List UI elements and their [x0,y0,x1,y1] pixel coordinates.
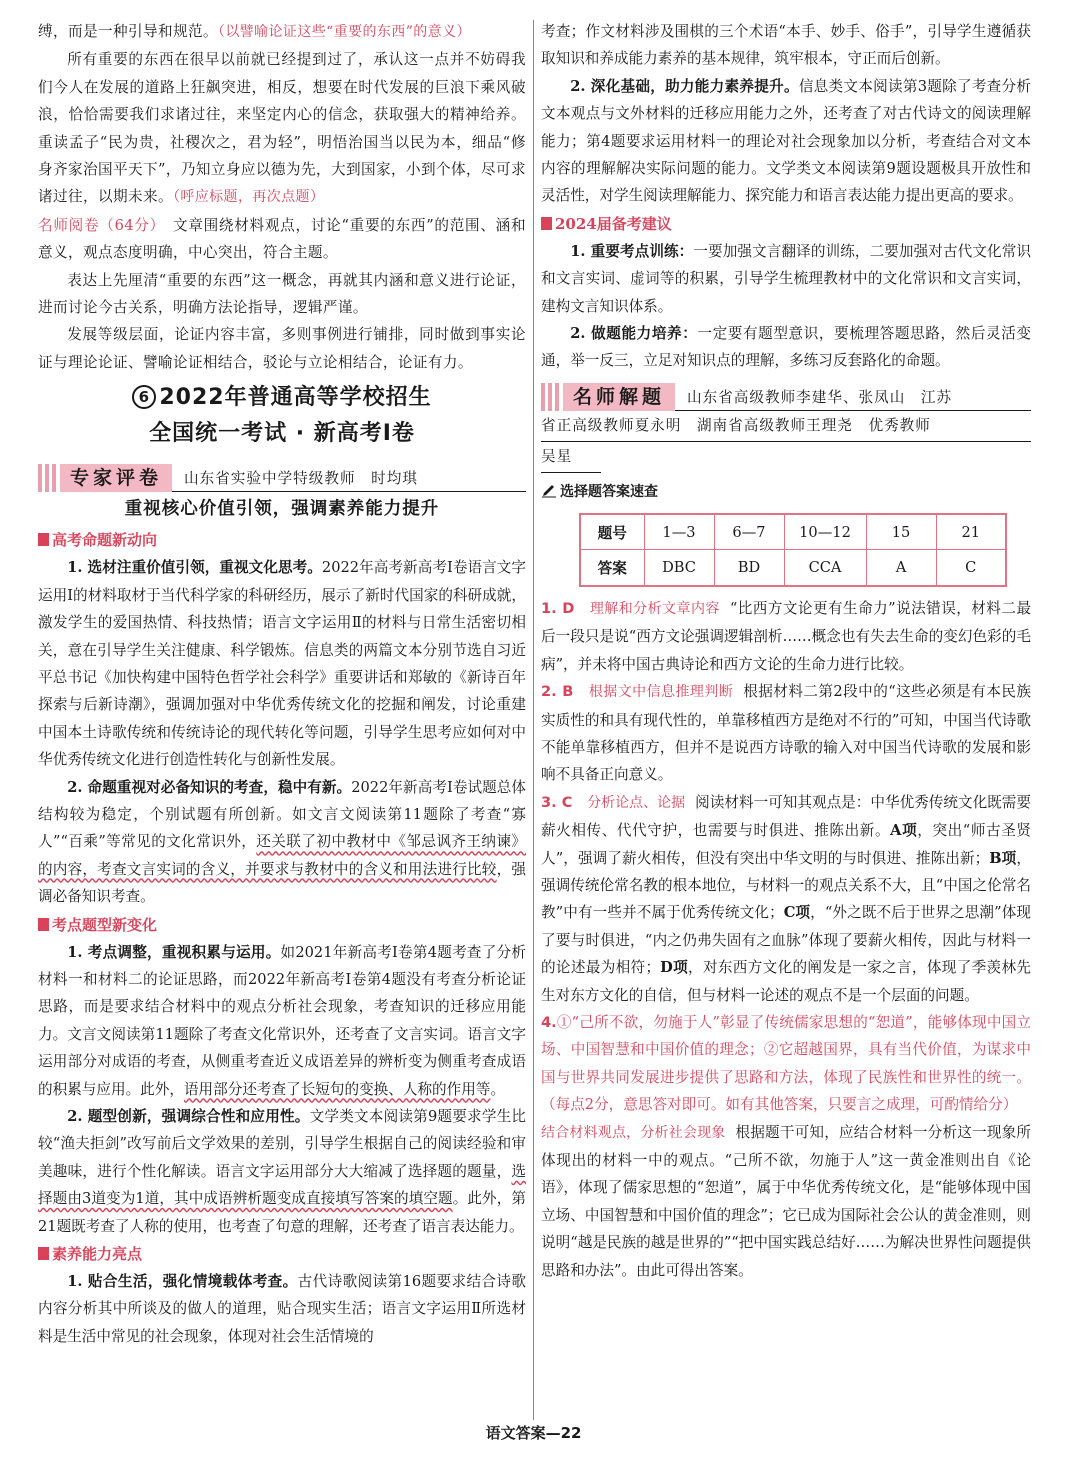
answer-table [579,513,1007,587]
analysis-paragraph: 1. 贴合生活，强化情境载体考查。古代诗歌阅读第16题要求结合诗歌内容分析其中所谈及的做人的道理，贴合现实生活；语言文字运用Ⅱ所选材料是生活中常见的社会现象，体现对社会生活情境的 [38,1273,526,1345]
table-cell: A [866,550,936,586]
exam-title: 6 2022年普通高等学校招生 [38,380,526,416]
table-cell: CCA [784,550,866,586]
review-paragraph: 表达上先厘清“重要的东西”这一概念，再就其内涵和意义进行论证，进而讨论今古关系，明确方法论指导，逻辑严谨。 [38,271,526,317]
table-cell: 6—7 [714,514,784,550]
exam-number-badge: 6 [132,385,156,409]
table-cell: C [936,550,1006,586]
analysis-paragraph: 1. 考点调整，重视积累与运用。如2021年新高考Ⅰ卷第4题考查了分析材料一和材料二的论证思路，而2022年新高考Ⅰ卷第4题没有考查分析论证思路，而是要求结合材料中的观点分析社会现象，考查知识的迁移应用能力。文言文阅读第11题除了考查文化常识外，还考查了文言实词。语言文字运用部分对成语的考查，从侧重考查近义成语差异的辨析变为侧重考查成语的积累与应用。此外，语用部分还考查了长短句的变换、人称的作用等。 [38,943,526,1098]
table-header: 答案 [580,550,644,586]
review-label: 名师阅卷（64分） [38,216,158,234]
table-cell: BD [714,550,784,586]
section-heading: 2024届备考建议 [541,211,1031,238]
analysis-paragraph: 2. 题型创新，强调综合性和应用性。文学类文本阅读第9题要求学生比较“渔夫拒剑”改写前后文学效果的差别，引导学生根据自己的阅读经验和审美趣味，进行个性化解读。语言文字运用部分大大缩减了选择题的题量，选择题由3道变为1道，其中成语辨析题变成直接填写答案的填空题。此外，第21题既考查了人称的使用，也考查了句意的理解，还考查了语言表达能力。 [38,1108,526,1235]
quick-check-heading: 选择题答案速查 [541,477,1031,507]
table-header: 题号 [580,514,644,550]
expert-banner [38,458,526,492]
expert-tag: 专家评卷 [60,464,172,492]
banner-stripes [541,383,559,411]
essay-paragraph: 缚，而是一种引导和规范。（以譬喻论证这些“重要的东西”的意义） [38,23,471,40]
analysis-paragraph: 1. 选材注重价值引领，重视文化思考。2022年高考新高考Ⅰ卷语言文字运用Ⅰ的材料取材于当代科学家的科研经历，展示了新时代国家的科研成就，激发学生的爱国热情、科技热情；语言文字运用Ⅱ的材料与日常生活密切相关，意在引导学生关注健康、科学锻炼。信息类的两篇文本分别节选自习近平总书记《加快构建中国特色哲学社会科学》重要讲话和郑敏的《新诗百年探索与后新诗潮》，强调加强对中华优秀传统文化的挖掘和阐发，讨论重建中国本土诗歌传统和传统诗论的现代转化等问题，引导学生思考应如何对中华优秀传统文化进行创造性转化与创新性发展。 [38,559,526,769]
table-cell: 21 [936,514,1006,550]
page-footer: 语文答案—22 [485,1424,582,1442]
section-heading: 素养能力亮点 [38,1241,526,1268]
advice-paragraph: 1. 重要考点训练：一要加强文言翻译的训练，二要加强对古代文化常识和文言实词、虚词等的积累，引导学生梳理教材中的文化常识和文言实词，建构文言知识体系。 [541,242,1031,315]
table-cell: 1—3 [644,514,714,550]
analysis-paragraph: 2. 深化基础，助力能力素养提升。信息类文本阅读第3题除了考查分析文本观点与文外材料的迁移应用能力之外，还考查了对古代诗文的阅读理解能力；第4题要求运用材料一的理论对社会现象加以分析，考查结合对文本内容的理解解决实际问题的能力。文学类文本阅读第9题设题极具开放性和灵活性，对学生阅读理解能力、探究能力和语言表达能力提出更高的要求。 [541,77,1031,205]
right-column [541,18,1031,1284]
section-heading: 高考命题新动向 [38,527,526,554]
table-row [580,514,1006,550]
table-row [580,550,1006,586]
review-paragraph: 名师阅卷（64分） 文章围绕材料观点，讨论“重要的东西”的范围、涵和意义，观点态度明确，中心突出，符合主题。 [38,216,526,262]
advice-paragraph: 2. 做题能力培养：一定要有题型意识，要梳理答题思路，然后灵活变通，举一反三，立足对知识点的理解，多练习反套路化的命题。 [541,325,1031,370]
solve-banner [541,379,1031,411]
analysis-paragraph: 2. 命题重视对必备知识的考查，稳中有新。2022年新高考Ⅰ卷试题总体结构较为稳定，个别试题有所创新。如文言文阅读第11题除了考查“寡人”“百乘”等常见的文化常识外，还关联了初中教材中《邹忌讽齐王纳谏》的内容，考查文言实词的含义，并要求与教材中的含义和用法进行比较，强调必备知识考查。 [38,778,527,906]
solve-banner-tag [541,377,675,411]
section-heading: 考点题型新变化 [38,912,526,939]
table-cell: 15 [866,514,936,550]
answer-explanation: 2. B 根据文中信息推理判断 根据材料二第2段中的“这些必须是有本民族实质性的和具有现代性的，单靠移植西方是绝对不行的”可知，中国当代诗歌不能单靠移植西方，但并不是说西方诗歌的输入对中国当代诗歌的发展和影响不具备正向意义。 [541,683,1031,784]
table-cell: DBC [644,550,714,586]
answer-explanation: 结合材料观点，分析社会现象 根据题干可知，应结合材料一分析这一现象所体现出的材料一中的观点。“己所不欲，勿施于人”这一黄金准则出自《论语》，体现了儒家思想的“恕道”，属于中华优秀传统文化，是“能够体现中国立场、中国智慧和中国价值的理念”；它已成为国际社会公认的黄金准则，则说明“越是民族的越是世界的”“把中国实践总结好……为解决世界性问题提供思路和办法”。由此可得出答案。 [541,1123,1031,1279]
column-divider [533,20,534,1420]
pencil-icon [541,484,557,498]
exam-subtitle: 全国统一考试 · 新高考Ⅰ卷 [149,421,415,447]
left-column [38,18,526,1350]
answer-explanation: 3. C 分析论点、论据 阅读材料一可知其观点是：中华优秀传统文化既需要薪火相传、代代守护，也需要与时俱进、推陈出新。A项，突出“师古圣贤人”，强调了薪火相传，但没有突出中华文明的与时俱进、推陈出新；B项，强调传统伦常名教的根本地位，与材料一的观点关系不大，且“中国之伦常名教”中有一些并不属于优秀传统文化；C项，“外之既不后于世界之思潮”体现了要与时俱进，“内之仍弗失固有之血脉”体现了要薪火相传，因此与材料一的论述最为相符；D项，对东西方文化的阐发是一家之言，体现了季羡林先生对东方文化的自信，但与材料一论述的观点不是一个层面的问题。 [541,793,1031,1004]
solve-author: 吴星 [541,442,601,473]
expert-author: 山东省实验中学特级教师 时均琪 [172,467,526,492]
solve-author: 省正高级教师夏永明 湖南省高级教师王理尧 优秀教师 [541,411,1031,442]
section-subtitle: 重视核心价值引领，强调素养能力提升 [124,499,440,520]
banner-stripes [38,464,56,492]
solve-tag: 名师解题 [563,383,675,411]
table-cell: 10—12 [784,514,866,550]
answer-explanation: 1. D 理解和分析文章内容 “比西方文论更有生命力”说法错误，材料二最后一段只是说“西方文论强调逻辑剖析……概念也有失去生命的变幻色彩的毛病”，并未将中国古典诗论和西方文论的生命力进行比较。 [541,599,1031,673]
solve-author: 山东省高级教师李建华、张凤山 江苏 [675,386,1031,411]
answer-explanation: 4.①“己所不欲，勿施于人”彰显了传统儒家思想的“恕道”，能够体现中国立场、中国智慧和中国价值的理念；②它超越国界，具有当代价值，为谋求中国与世界共同发展进步提供了思路和方法，体现了民族性和世界性的统一。（每点2分，意思答对即可。如有其他答案，只要言之成理，可酌情给分） [541,1013,1031,1114]
review-paragraph: 发展等级层面，论证内容丰富，多则事例进行铺排，同时做到事实论证与理论论证、譬喻论证相结合，驳论与立论相结合，论证有力。 [38,326,526,371]
analysis-paragraph: 考查；作文材料涉及围棋的三个术语“本手、妙手、俗手”，引导学生遵循获取知识和养成能力素养的基本规律，筑牢根本，守正而后创新。 [541,23,1031,68]
essay-paragraph: 所有重要的东西在很早以前就已经提到过了，承认这一点并不妨碍我们今人在发展的道路上狂飙突进，相反，想要在时代发展的巨浪下乘风破浪，恰恰需要我们求诸过往，来坚定内心的信念，获取强大的精神给养。重读孟子“民为贵，社稷次之，君为轻”，明悟治国当以民为本，细品“修身齐家治国平天下”，乃知立身应以德为先，大到国家，小到个体，尽可求诸过往，以期未来。（呼应标题，再次点题） [38,51,526,206]
